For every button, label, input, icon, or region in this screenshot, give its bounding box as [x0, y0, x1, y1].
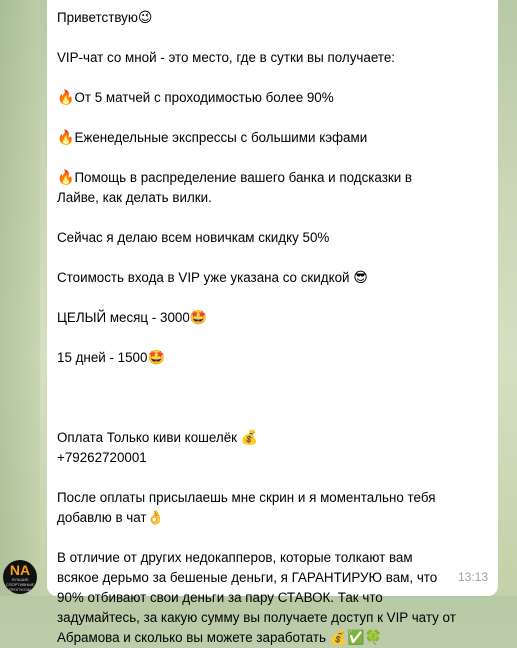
emoji-icon: 😉	[137, 10, 153, 26]
message-line-text: 90% отбивают свои деньги за пару СТАВОК. Так что	[57, 590, 383, 605]
message-line-text: +79262720001	[57, 450, 147, 465]
message-line	[57, 288, 488, 308]
message-line	[57, 8, 488, 28]
message-line-text: 15 дней - 1500	[57, 350, 148, 365]
message-line	[57, 448, 488, 468]
message-line	[57, 28, 488, 48]
message-line	[57, 628, 488, 648]
emoji-icon: 💰	[240, 430, 259, 446]
message-line-text: Абрамова и сколько вы можете заработать	[57, 630, 330, 645]
emoji-icon: 🤩	[147, 350, 165, 366]
emoji-icon: 👌	[146, 510, 164, 526]
message-line-text: VIP-чат со мной - это место, где в сутки вы получаете:	[57, 50, 396, 65]
message-line	[57, 588, 488, 608]
message-line-text: задумайтесь, за какую сумму вы получаете доступ к VIP чату от	[57, 610, 456, 625]
message-line	[57, 248, 488, 268]
message-line-text: всякое дерьмо за бешеные деньги, я ГАРАНТИРУЮ вам, что	[57, 570, 438, 585]
message-line	[57, 568, 488, 588]
message-line	[57, 428, 488, 448]
message-line	[57, 328, 488, 348]
message-line	[57, 548, 488, 568]
message-line	[57, 408, 488, 428]
avatar-caption: ЛУЧШИЕ СПОРТИВНЫЕ ПРОГНОЗЫ	[5, 576, 35, 592]
emoji-icon: 😎	[353, 270, 368, 286]
message-line	[57, 208, 488, 228]
message-line	[57, 88, 488, 108]
message-line-text: Сейчас я делаю всем новичкам скидку 50%	[57, 230, 330, 245]
message-line	[57, 508, 488, 528]
fire-emoji-icon: 🔥	[57, 130, 75, 146]
message-line-text: В отличие от других недокапперов, которые толкают вам	[57, 550, 413, 565]
message-line	[57, 488, 488, 508]
message-line	[57, 148, 488, 168]
message-line	[57, 308, 488, 328]
message-line-text: добавлю в чат	[57, 510, 147, 525]
message-line	[57, 128, 488, 148]
message-line-text: После оплаты присылаешь мне скрин и я моментально тебя	[57, 490, 436, 505]
message-line	[57, 268, 488, 288]
message-line	[57, 608, 488, 628]
message-line	[57, 368, 488, 388]
avatar-initials: NA	[9, 561, 31, 578]
message-line	[57, 68, 488, 88]
message-line-text: Помощь в распределение вашего банка и подсказки в	[74, 170, 413, 185]
message-line	[57, 168, 488, 188]
message-line-text: От 5 матчей с проходимостью более 90%	[74, 90, 334, 105]
fire-emoji-icon: 🔥	[57, 90, 75, 106]
emoji-icon: 🤩	[189, 310, 208, 326]
message-line-text: Стоимость входа в VIP уже указана со скидкой	[57, 270, 354, 285]
message-line	[57, 468, 488, 488]
avatar[interactable]	[3, 560, 37, 594]
message-line-text: Лайве, как делать вилки.	[57, 190, 212, 205]
message-bubble[interactable]	[47, 0, 498, 646]
fire-emoji-icon: 🔥	[57, 170, 75, 186]
message-line	[57, 228, 488, 248]
background-blur	[0, 0, 40, 596]
message-line	[57, 48, 488, 68]
message-time: 13:13	[457, 570, 488, 584]
message-line-text: Приветствую	[57, 10, 138, 25]
message-line	[57, 108, 488, 128]
message-text	[57, 8, 488, 648]
message-line	[57, 348, 488, 368]
message-line	[57, 188, 488, 208]
emoji-icon: 💰✅🍀	[329, 630, 382, 646]
message-line-text: ЦЕЛЫЙ месяц - 3000	[57, 310, 190, 325]
message-line	[57, 528, 488, 548]
message-line-text: Оплата Только киви кошелёк	[57, 430, 241, 445]
message-line-text: Еженедельные экспрессы с большими кэфами	[74, 130, 368, 145]
message-line	[57, 388, 488, 408]
